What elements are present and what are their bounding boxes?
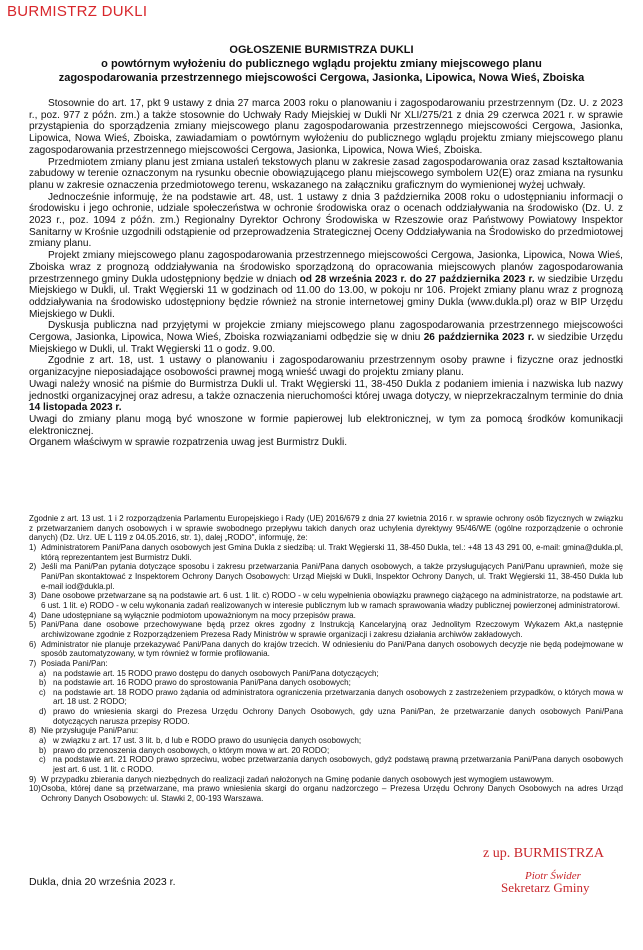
item-number: 2) xyxy=(29,562,37,572)
rodo-item xyxy=(29,562,623,591)
rodo-subitem xyxy=(29,707,623,726)
paragraph-availability xyxy=(29,250,623,320)
paragraph-competent-authority: Organem właściwym w sprawie rozpatrzenia uwag jest Burmistrz Dukli. xyxy=(29,437,348,449)
item-text: W przypadku zbierania danych niezbędnych do realizacji zadań nałożonych na Gminę podanie danych osobowych jest wymogiem ustawowym. xyxy=(41,774,554,784)
subitem-letter: b) xyxy=(39,678,47,688)
paragraph-remarks-form: Uwagi do zmiany planu mogą być wnoszone w formie papierowej lub elektronicznej, w tym za pomocą środków komunikacji elektronicznej. xyxy=(29,413,623,437)
item-number: 7) xyxy=(29,658,37,668)
rodo-clause xyxy=(29,514,623,804)
subitem-text: na podstawie art. 18 RODO prawo żądania od administratora ograniczenia przetwarzania danych osobowych z zastrzeżeniem przypadków, o których mowa w art. 18 ust. 2 RODO; xyxy=(53,687,623,707)
heading-title: OGŁOSZENIE BURMISTRZA DUKLI xyxy=(229,44,414,56)
item-text: Nie przysługuje Pani/Panu: xyxy=(41,726,139,736)
announcement-body xyxy=(29,98,623,449)
paragraph-subject: Przedmiotem zmiany planu jest zmiana ustaleń tekstowych planu w zakresie zasad zagospodarowania oraz zasad kształtowania zabudowy w terenie oznaczonym na rysunku obecnie obowiązującego planu miejscowego symbolem U2(E) oraz zmiana na rysunku planu w zakresie oznaczenia przedmiotowego terenu, wskazanego na załączniku graficznym do wymienionej wyżej uchwały. xyxy=(29,156,623,191)
subitem-text: na podstawie art. 21 RODO prawo sprzeciwu, wobec przetwarzania danych osobowych, gdyż podstawą prawną przetwarzania Pani/Pana danych osobowych jest art. 6 ust. 1 lit. c RODO. xyxy=(53,755,623,775)
rodo-subitem xyxy=(29,736,623,746)
rodo-subitem xyxy=(29,755,623,774)
rodo-subitem xyxy=(29,669,623,679)
rodo-item xyxy=(29,640,623,659)
signature-name: Piotr Świder xyxy=(525,870,581,882)
rodo-subitem xyxy=(29,678,623,688)
paragraph-remarks-right: Zgodnie z art. 18, ust. 1 ustawy o planowaniu i zagospodarowaniu przestrzennym osoby prawne i fizyczne oraz jednostki organizacyjne nieposiadające osobowości prawnej mogą wnieść uwagi do projektu zmiany planu. xyxy=(29,355,623,379)
text: w siedzibie Urzędu Miejskiego w Dukli, ul. Trakt Węgierski 11 w godzinach od 11.00 do 13.00, w pokoju nr 106. Projekt zmiany planu wraz z prognozą oddziaływania na środowisko udostępniony będzie również na stronie internetowej gminy Dukla (www.dukla.pl) oraz w BIP Urzędu Miejskiego w Dukli. xyxy=(29,273,623,320)
availability-dates: od 28 września 2023 r. do 27 października 2023 r. xyxy=(299,273,535,285)
subitem-letter: d) xyxy=(39,707,47,717)
rodo-item xyxy=(29,620,623,639)
subitem-text: prawo do przenoszenia danych osobowych, o którym mowa w art. 20 RODO; xyxy=(53,745,330,755)
paragraph-discussion xyxy=(29,320,623,355)
text: Dyskusja publiczna nad przyjętymi w projekcie zmiany miejscowego planu zagospodarowania przestrzennego miejscowości Cergowa, Jasionka, Lipowica, Nowa Wieś, Zboiska rozwiązaniami odbędzie się w dniu xyxy=(29,320,623,344)
item-number: 1) xyxy=(29,542,37,552)
item-text: Dane osobowe przetwarzane są na podstawie art. 6 ust. 1 lit. c) RODO - w celu wypełnienia obowiązku prawnego ciążącego na administratorze, na podstawie art. 6 ust. 1 lit. e) RODO - w celu wykonania zadań realizowanych w interesie publicznym lub w ramach sprawowania władzy publicznej powierzonej administratorowi. xyxy=(41,591,623,610)
rodo-item xyxy=(29,543,623,562)
item-text: Administratorem Pani/Pana danych osobowych jest Gmina Dukla z siedzibą: ul. Trakt Węgierski 11, 38-450 Dukla, tel.: +48 13 43 291 00, e-mail: gmina@dukla.pl, którą reprezentantem jest Burmistrz Dukli. xyxy=(41,542,623,562)
subitem-letter: c) xyxy=(39,687,46,697)
rodo-subitem xyxy=(29,746,623,756)
heading-subtitle-1: o powtórnym wyłożeniu do publicznego wglądu projektu zmiany miejscowego planu xyxy=(101,58,542,70)
signature-line-authority: z up. BURMISTRZA xyxy=(483,846,604,861)
rodo-subitem xyxy=(29,688,623,707)
paragraph-legal-basis: Stosownie do art. 17, pkt 9 ustawy z dnia 27 marca 2003 roku o planowaniu i zagospodarowaniu przestrzennym (Dz. U. z 2023 r., poz. 977 z późn. zm.) a także stosownie do Uchwały Rady Miejskiej w Dukli Nr XLI/275/21 z dnia 29 czerwca 2021 r. w sprawie przystąpienia do sporządzenia zmiany miejscowego planu zagospodarowania przestrzennego miejscowości Cergowa, Jasionka, Lipowica, Nowa Wieś, Zboiska, zawiadamiam o powtórnym wyłożeniu do publicznego wglądu projektu zmiany miejscowego planu zagospodarowania przestrzennego miejscowości Cergowa, Jasionka, Lipowica, Nowa Wieś, Zboiska. xyxy=(29,98,623,156)
signature-block xyxy=(483,846,633,896)
item-number: 9) xyxy=(29,774,37,784)
rodo-item xyxy=(29,775,623,785)
rodo-item xyxy=(29,591,623,610)
rodo-intro: Zgodnie z art. 13 ust. 1 i 2 rozporządzenia Parlamentu Europejskiego i Rady (UE) 2016/679 z dnia 27 kwietnia 2016 r. w sprawie ochrony osób fizycznych w związku z przetwarzaniem danych osobowych i w sprawie swobodnego przepływu takich danych oraz uchylenia dyrektywy 95/46/WE (ogólne rozporządzenie o ochronie danych) (Dz. Urz. UE L 119 z 04.05.2016, str. 1), dalej „RODO", informuję, że: xyxy=(29,514,623,543)
rodo-item xyxy=(29,611,623,621)
heading-subtitle-2: zagospodarowania przestrzennego miejscowości Cergowa, Jasionka, Lipowica, Nowa Wieś, Zboiska xyxy=(58,72,585,84)
text: Projekt zmiany miejscowego planu zagospodarowania przestrzennego miejscowości Cergowa, Jasionka, Lipowica, Nowa Wieś, Zboiska wraz z prognozą oddziaływania na środowisko sporządzoną do opracowania miejscowych planów zagospodarowania przestrzennego gminy Dukla udostępniony będzie w dniach xyxy=(29,250,623,285)
rodo-item xyxy=(29,784,623,803)
announcement-heading xyxy=(10,43,633,85)
item-number: 8) xyxy=(29,726,37,736)
item-text: Pani/Pana dane osobowe przechowywane będą przez okres zgodny z Instrukcją Kancelaryjną oraz Jednolitym Rzeczowym Wykazem Akt,a następnie archiwizowane zgodnie z Rozporządzeniem Prezesa Rady Ministrów w sprawie organizacji i zakresu działania archiwów zakładowych. xyxy=(41,620,623,639)
item-text: Posiada Pani/Pan: xyxy=(41,658,108,668)
signature-title: Sekretarz Gminy xyxy=(501,880,590,895)
item-number: 10) xyxy=(29,784,41,794)
item-text: Jeśli ma Pani/Pan pytania dotyczące sposobu i zakresu przetwarzania Pani/Pana danych osobowych, a także przysługujących Pani/Panu uprawnień, może się Pani/Pan skontaktować z Inspektorem Ochrony Danych Osobowych: Urząd Miejski w Dukli, Inspektor Ochrony Danych, ul. Trakt Węgierski 11, 38-450 Dukla lub e-mail iod@dukla.pl. xyxy=(41,562,623,591)
item-number: 5) xyxy=(29,620,37,630)
item-number: 4) xyxy=(29,610,37,620)
paragraph-remarks-how xyxy=(29,379,623,414)
subitem-letter: b) xyxy=(39,745,47,755)
stamp-burmistrz: BURMISTRZ DUKLI xyxy=(7,3,148,20)
item-number: 3) xyxy=(29,591,37,601)
item-text: Osoba, której dane są przetwarzane, ma prawo wniesienia skargi do organu nadzorczego – Prezesa Urzędu Ochrony Danych Osobowych na adres Urząd Ochrony Danych Osobowych: ul. Stawki 2, 00-193 Warszawa. xyxy=(41,784,623,804)
subitem-letter: a) xyxy=(39,668,47,678)
subitem-text: prawo do wniesienia skargi do Prezesa Urzędu Ochrony Danych Osobowych, gdy uzna Pani/Pan, że przetwarzanie danych osobowych Pani/Pana dotyczących narusza przepisy RODO. xyxy=(53,707,623,726)
subitem-text: na podstawie art. 15 RODO prawo dostępu do danych osobowych Pani/Pana dotyczących; xyxy=(53,668,379,678)
item-text: Administrator nie planuje przekazywać Pani/Pana danych do krajów trzecich. W odniesieniu do Pani/Pana danych osobowych decyzje nie będą podejmowane w sposób zautomatyzowany, w tym również w formie profilowania. xyxy=(41,639,623,659)
document-date: Dukla, dnia 20 września 2023 r. xyxy=(29,876,176,888)
text: Uwagi należy wnosić na piśmie do Burmistrza Dukli ul. Trakt Węgierski 11, 38-450 Dukla z podaniem imienia i nazwiska lub nazwy jednostki organizacyjnej oraz adresu, a także oznaczenia nieruchomości której uwaga dotyczy, w nieprzekraczalnym terminie do dnia xyxy=(29,378,623,402)
subitem-letter: c) xyxy=(39,755,46,765)
item-text: Dane udostępniane są wyłącznie podmiotom upoważnionym na mocy przepisów prawa. xyxy=(41,610,356,620)
item-number: 6) xyxy=(29,639,37,649)
paragraph-environment: Jednocześnie informuję, że na podstawie art. 48, ust. 1 ustawy z dnia 3 października 2008 roku o udostępnianiu informacji o środowisku i jego ochronie, udziale społeczeństwa w ochronie środowiska oraz o ocenach oddziaływania na środowisko (Dz. U. z 2023 r., poz. 1094 z późn. zm.) Regionalny Dyrektor Ochrony Środowiska w Rzeszowie oraz Państwowy Powiatowy Inspektor Sanitarny w Krośnie uzgodnili odstąpienie od przeprowadzenia Strategicznej Oceny Oddziaływania na Środowisko do przedmiotowej zmiany planu. xyxy=(29,191,623,250)
subitem-text: na podstawie art. 16 RODO prawo do sprostowania Pani/Pana danych osobowych; xyxy=(53,678,351,688)
text: w siedzibie Urzędu Miejskiego w Dukli, ul. Trakt Węgierski 11 o godz. 9.00. xyxy=(29,332,623,355)
subitem-text: w związku z art. 17 ust. 3 lit. b, d lub e RODO prawo do usunięcia danych osobowych; xyxy=(53,736,362,746)
discussion-date: 26 października 2023 r. xyxy=(423,332,534,344)
deadline-date: 14 listopada 2023 r. xyxy=(29,402,122,414)
rodo-item xyxy=(29,659,623,669)
subitem-letter: a) xyxy=(39,736,47,746)
rodo-item xyxy=(29,726,623,736)
